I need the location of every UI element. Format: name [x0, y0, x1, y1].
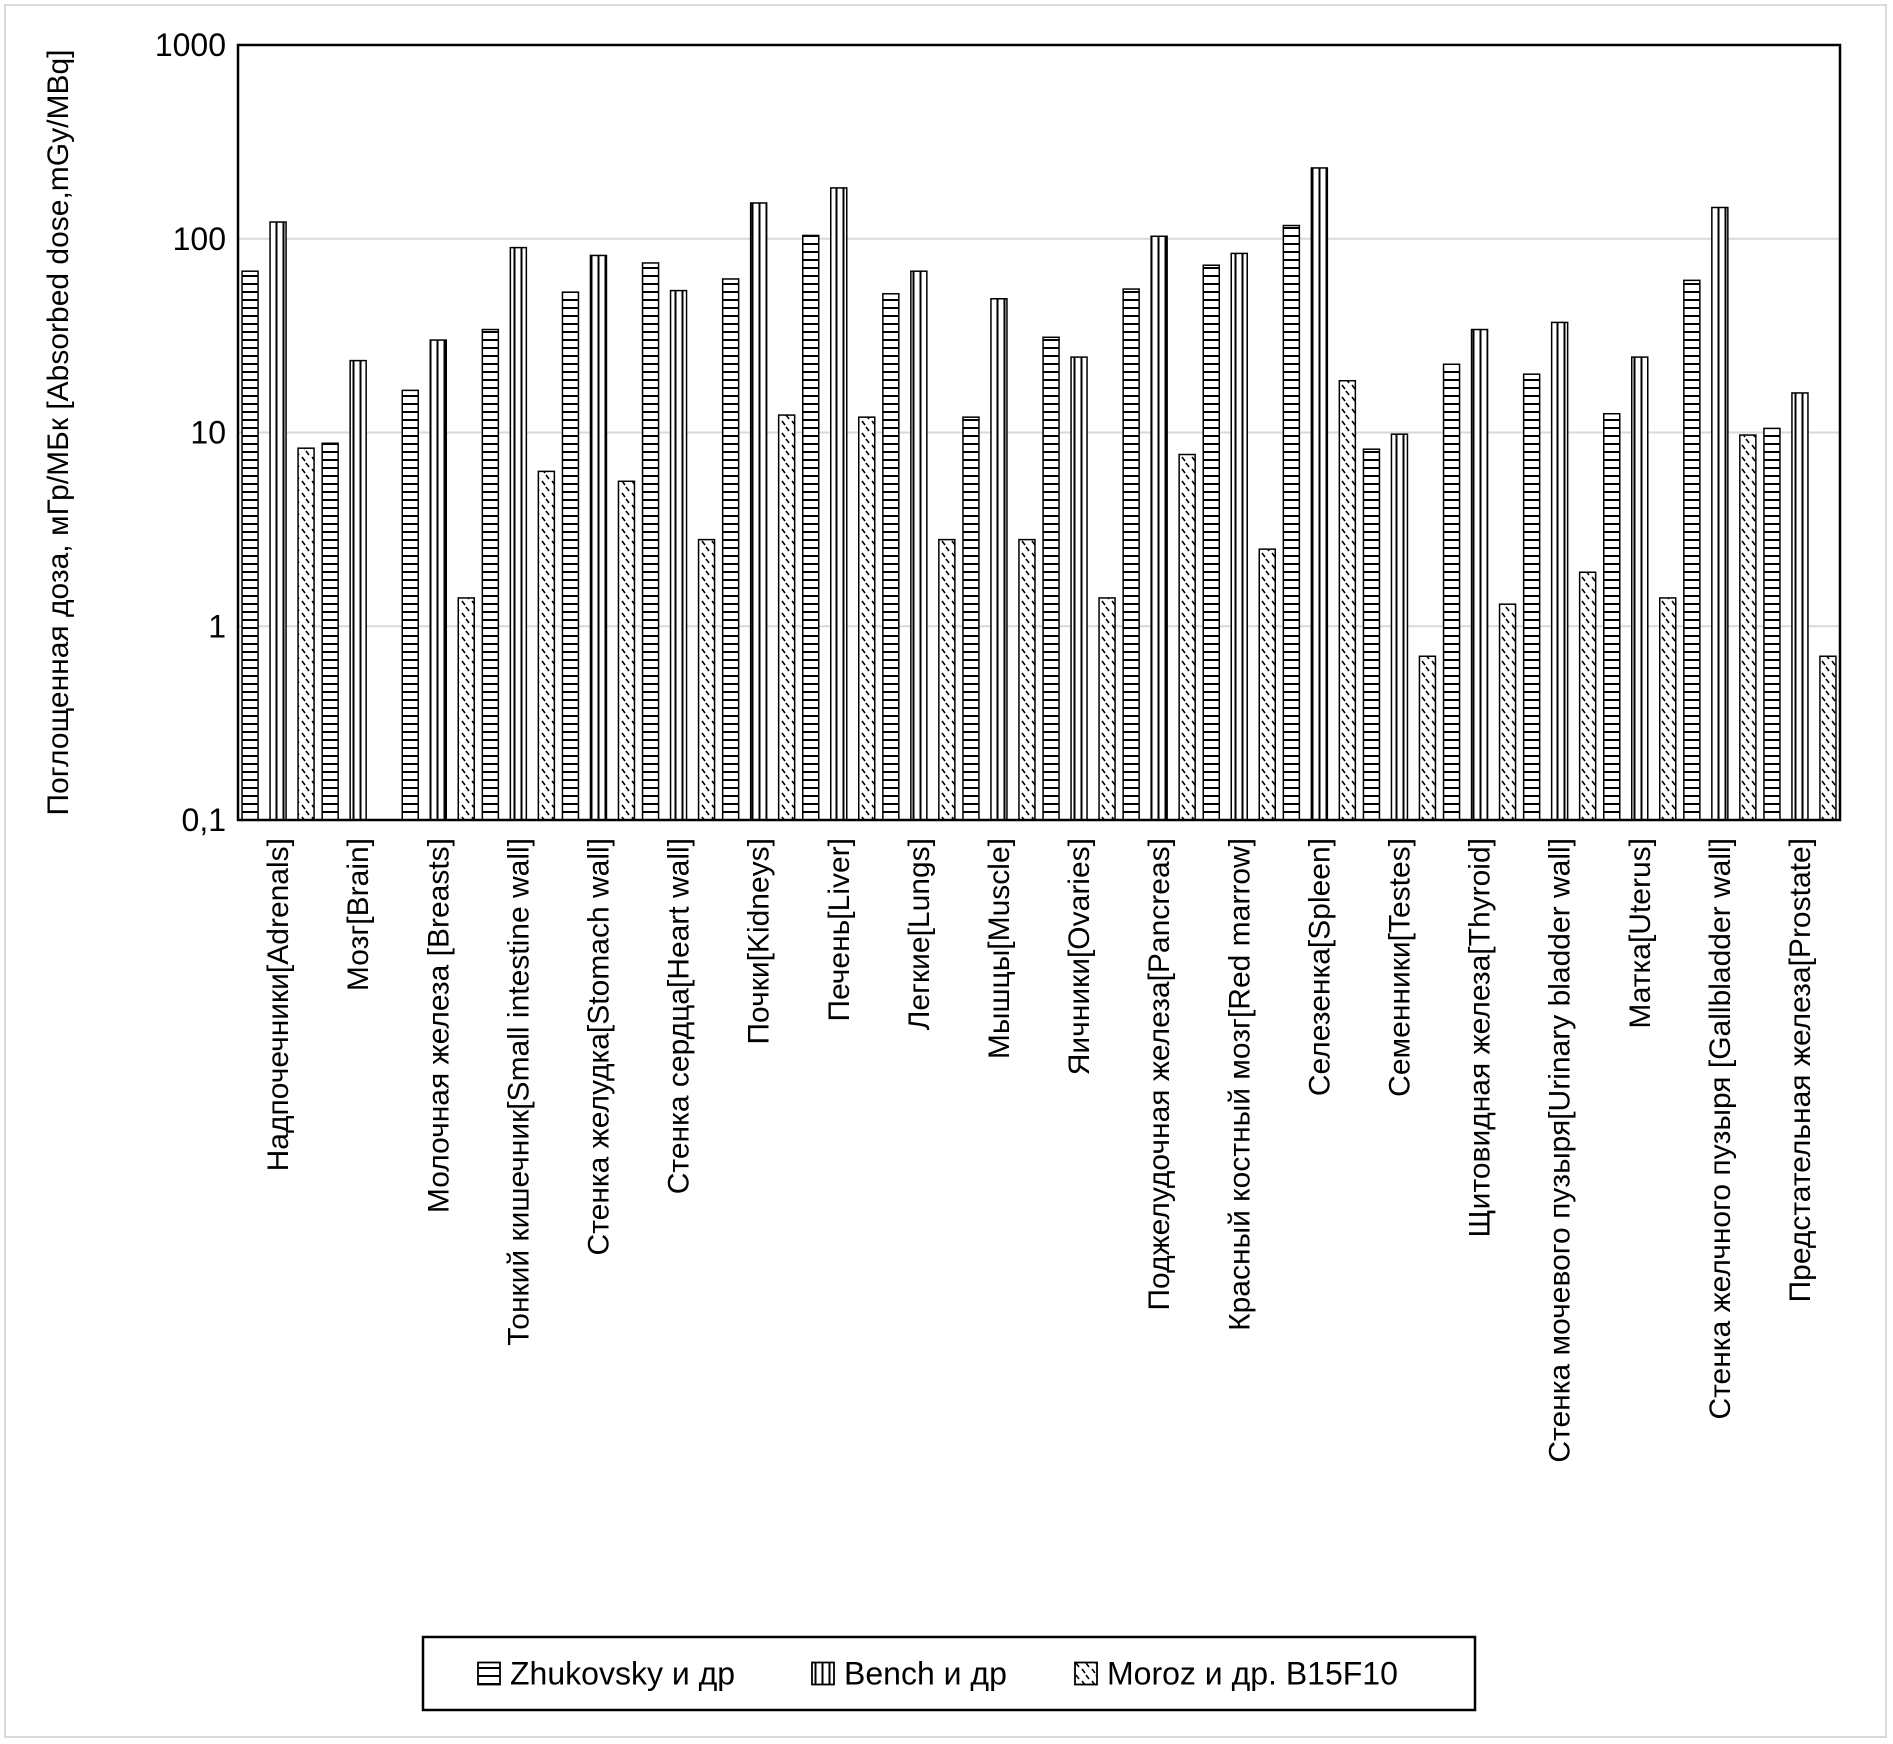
bar: [1580, 572, 1596, 820]
bar: [618, 481, 634, 820]
bar: [779, 415, 795, 820]
x-category-label: Красный костный мозг[Red marrow]: [1223, 838, 1257, 1331]
bar: [643, 263, 659, 820]
bar: [482, 330, 498, 820]
bar: [1604, 414, 1620, 820]
x-category-label: Предстательная железа[Prostate]: [1783, 838, 1817, 1303]
bar: [402, 390, 418, 820]
y-tick-label: 10: [190, 414, 226, 451]
bar: [803, 235, 819, 820]
bar: [699, 540, 715, 820]
y-tick-label: 0,1: [181, 802, 226, 838]
bar: [1203, 265, 1219, 820]
x-category-label: Стенка сердца[Heart wall]: [662, 838, 696, 1195]
bar: [1151, 236, 1167, 820]
bar: [1259, 549, 1275, 820]
bar: [911, 271, 927, 820]
y-axis-label: Поглощенная доза, мГр/МБк [Absorbed dose,mGy/MBq]: [42, 49, 75, 816]
bar: [1684, 280, 1700, 820]
legend-label: Bench и др: [844, 1655, 1007, 1692]
bar: [298, 448, 314, 820]
bar: [1712, 207, 1728, 820]
bar: [939, 540, 955, 820]
bar: [1792, 393, 1808, 820]
bar: [1740, 435, 1756, 820]
legend-label: Zhukovsky и др: [510, 1655, 736, 1692]
bar: [1552, 322, 1568, 820]
y-tick-label: 1: [208, 608, 226, 645]
bar: [1099, 598, 1115, 820]
x-category-label: Легкие[Lungs]: [902, 838, 936, 1031]
x-category-label: Стенка мочевого пузыря[Urinary bladder wall]: [1543, 838, 1577, 1463]
bar: [859, 417, 875, 820]
bar: [1419, 656, 1435, 820]
x-category-label: Семенники[Testes]: [1383, 838, 1417, 1097]
bar: [751, 203, 767, 820]
x-category-label: Мозг[Brain]: [342, 838, 376, 992]
y-tick-label: 100: [172, 220, 226, 257]
bar: [430, 340, 446, 820]
bar: [963, 417, 979, 820]
bar: [1472, 330, 1488, 820]
bar: [1524, 374, 1540, 820]
bar: [538, 471, 554, 820]
bar: [1500, 604, 1516, 820]
x-category-label: Поджелудочная железа[Pancreas]: [1143, 838, 1177, 1311]
grid-lines: [238, 239, 1840, 627]
y-tick-label: 1000: [154, 27, 226, 63]
x-category-label: Стенка желудка[Stomach wall]: [582, 838, 616, 1256]
legend-swatch: [812, 1663, 834, 1685]
bar: [1632, 357, 1648, 820]
bar: [590, 255, 606, 820]
bar: [1363, 449, 1379, 820]
bar: [1123, 289, 1139, 820]
legend-swatch: [1075, 1663, 1097, 1685]
x-category-label: Тонкий кишечник[Small intestine wall]: [502, 838, 536, 1346]
bar: [1820, 656, 1836, 820]
bars: [242, 168, 1836, 820]
bar: [723, 279, 739, 820]
x-category-label: Селезенка[Spleen]: [1303, 838, 1337, 1097]
x-category-label: Яичники[Ovaries]: [1063, 838, 1097, 1076]
bar: [1179, 454, 1195, 820]
x-category-label: Почки[Kidneys]: [742, 838, 776, 1045]
legend-swatch: [478, 1663, 500, 1685]
x-category-label: Стенка желчного пузыря [Gallbladder wall]: [1703, 838, 1737, 1420]
bar: [510, 248, 526, 820]
bar: [1444, 364, 1460, 820]
x-category-label: Печень[Liver]: [822, 838, 856, 1022]
bar: [991, 299, 1007, 820]
bar: [242, 271, 258, 820]
bar: [458, 598, 474, 820]
bar: [1071, 357, 1087, 820]
x-category-label: Мышцы[Muscle]: [982, 838, 1016, 1060]
bar: [1660, 598, 1676, 820]
bar: [1019, 540, 1035, 820]
bar: [322, 443, 338, 820]
bar: [831, 188, 847, 820]
bar: [1283, 226, 1299, 820]
bar: [1231, 253, 1247, 820]
legend-label: Moroz и др. B15F10: [1107, 1655, 1398, 1692]
x-category-label: Молочная железа [Breasts]: [422, 838, 456, 1214]
x-category-label: Щитовидная железа[Thyroid]: [1463, 838, 1497, 1238]
x-category-label: Матка[Uterus]: [1623, 838, 1657, 1029]
bar: [883, 294, 899, 820]
bar: [671, 291, 687, 820]
bar: [1391, 434, 1407, 820]
bar: [1339, 381, 1355, 820]
bar: [270, 222, 286, 820]
bar: [1043, 337, 1059, 820]
bar: [562, 292, 578, 820]
bar: [1311, 168, 1327, 820]
bar: [1764, 428, 1780, 820]
bar: [350, 361, 366, 820]
x-category-label: Надпочечники[Adrenals]: [262, 838, 296, 1172]
legend: [423, 1637, 1475, 1710]
